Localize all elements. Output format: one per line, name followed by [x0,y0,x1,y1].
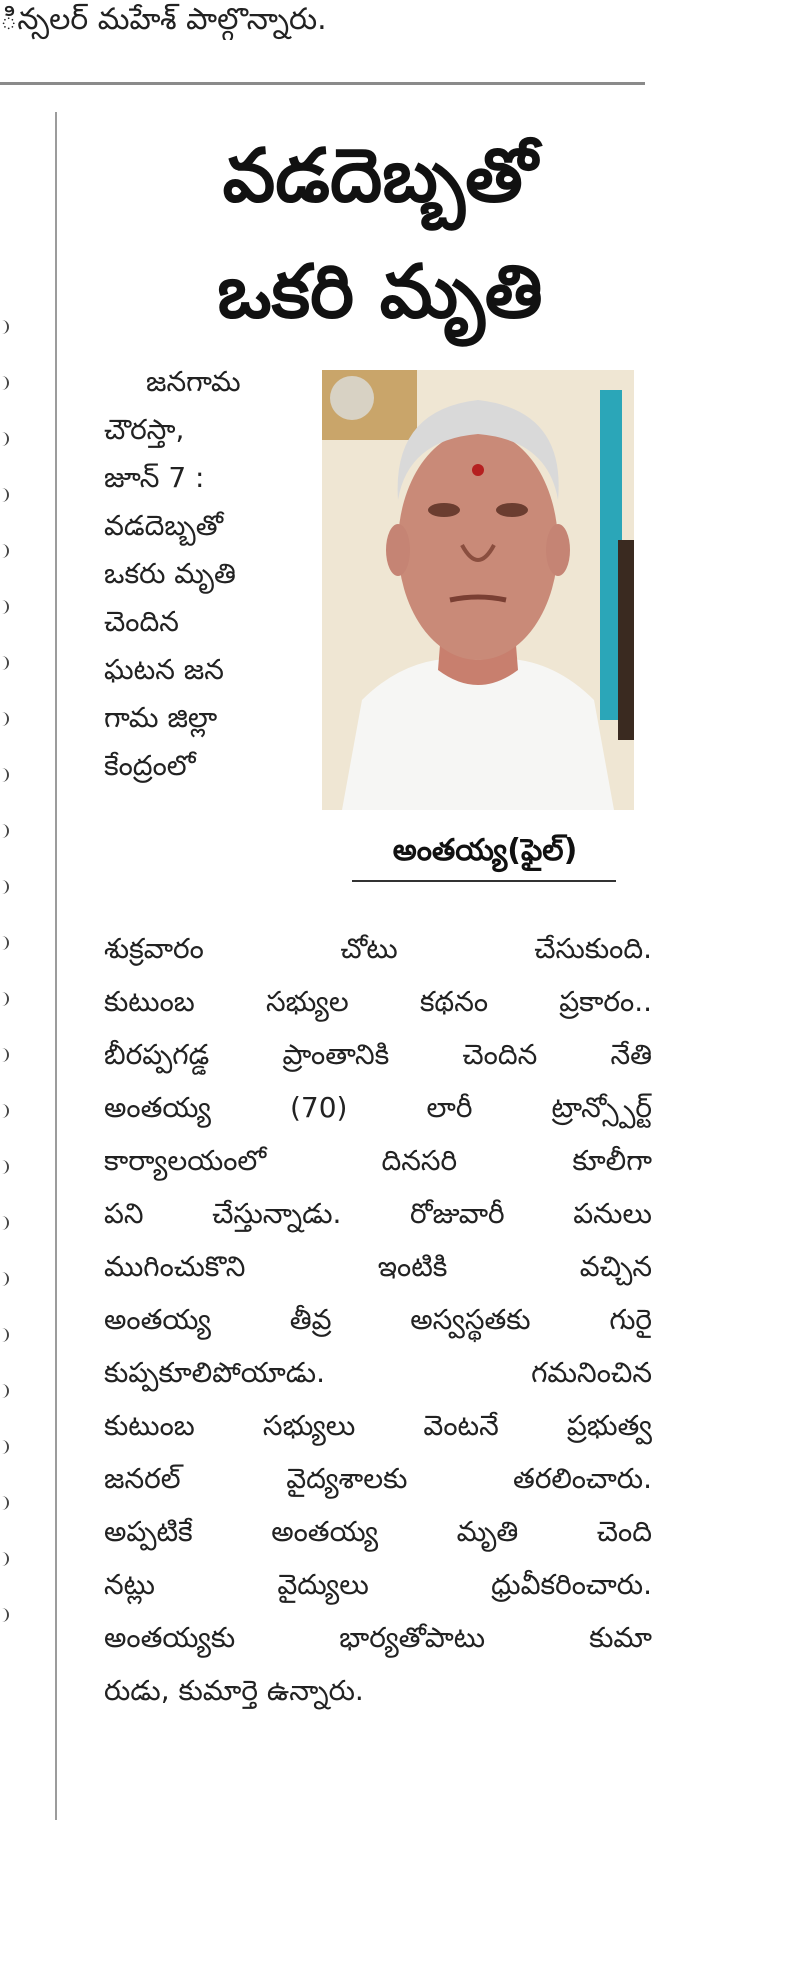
clipped-glyph [0,320,9,334]
body-line: శుక్రవారం చోటు చేసుకుంది. [104,932,652,965]
body-line: ముగించుకొని ఇంటికి వచ్చిన [104,1250,652,1283]
body-line: అంతయ్య (70) లారీ ట్రాన్స్పోర్ట్ [104,1091,652,1124]
lead-line: ఘటన జన [104,653,224,686]
column-divider [55,112,57,1820]
clipped-glyph [0,768,9,782]
lead-line: ఒకరు మృతి [104,557,236,590]
clipped-glyph [0,600,9,614]
headline [110,118,650,350]
top-divider [0,82,645,85]
clipped-glyph [0,1608,9,1622]
lead-line: జనగామ [146,365,241,398]
clipped-glyph [0,1160,9,1174]
clipped-glyph [0,992,9,1006]
body-line: అంతయ్య తీవ్ర అస్వస్థతకు గురై [104,1303,652,1336]
lead-line: జూన్ 7 : [104,461,205,494]
clipped-glyph [0,376,9,390]
clipped-glyph [0,1104,9,1118]
lead-line: చెందిన [104,605,179,638]
body-line: కార్యాలయంలో దినసరి కూలీగా [104,1144,652,1177]
caption-underline [352,880,616,882]
body-line: రుడు, కుమార్తె ఉన్నారు. [104,1674,364,1707]
lead-line: వడదెబ్బతో [104,509,224,542]
clipped-glyph [0,1048,9,1062]
body-line: జనరల్ వైద్యశాలకు తరలించారు. [104,1462,652,1495]
clipped-glyph [0,1440,9,1454]
article-body [104,922,652,1717]
clipped-glyph [0,712,9,726]
body-line: అంతయ్యకు భార్యతోపాటు కుమా [104,1621,652,1654]
body-line: కుప్పకూలిపోయాడు. గమనించిన [104,1356,652,1389]
clipped-glyph [0,544,9,558]
previous-article-tail: ిన్సలర్ మహేశ్ పాల్గొన్నారు. [0,2,327,37]
lead-paragraph [104,358,304,790]
clipped-glyph [0,880,9,894]
clipped-glyph [0,936,9,950]
body-line: కుటుంబ సభ్యులు వెంటనే ప్రభుత్వ [104,1409,652,1442]
headline-line-2: ఒకరి మృతి [217,249,543,335]
lead-line: కేంద్రంలో [104,749,196,782]
clipped-glyph [0,1328,9,1342]
body-line: కుటుంబ సభ్యుల కథనం ప్రకారం.. [104,985,652,1018]
clipped-glyph [0,1552,9,1566]
clipped-glyph [0,1272,9,1286]
clipped-glyph [0,432,9,446]
lead-line: గామ జిల్లా [104,701,218,734]
lead-line: చౌరస్తా, [104,413,185,446]
body-line: బీరప్పగడ్డ ప్రాంతానికి చెందిన నేతి [104,1038,652,1071]
photo-caption: అంతయ్య(ఫైల్) [392,833,578,868]
body-line: పని చేస్తున్నాడు. రోజువారీ పనులు [104,1197,652,1230]
clipped-glyph [0,1216,9,1230]
clipped-glyph [0,488,9,502]
body-line: నట్లు వైద్యులు ధ్రువీకరించారు. [104,1568,652,1601]
portrait-photo-icon [322,370,634,810]
clipped-glyph [0,656,9,670]
body-line: అప్పటికే అంతయ్య మృతి చెంది [104,1515,652,1548]
clipped-glyph [0,1384,9,1398]
clipped-glyph [0,824,9,838]
headline-line-1: వడదెబ్బతో [222,133,538,219]
clipped-glyph [0,1496,9,1510]
